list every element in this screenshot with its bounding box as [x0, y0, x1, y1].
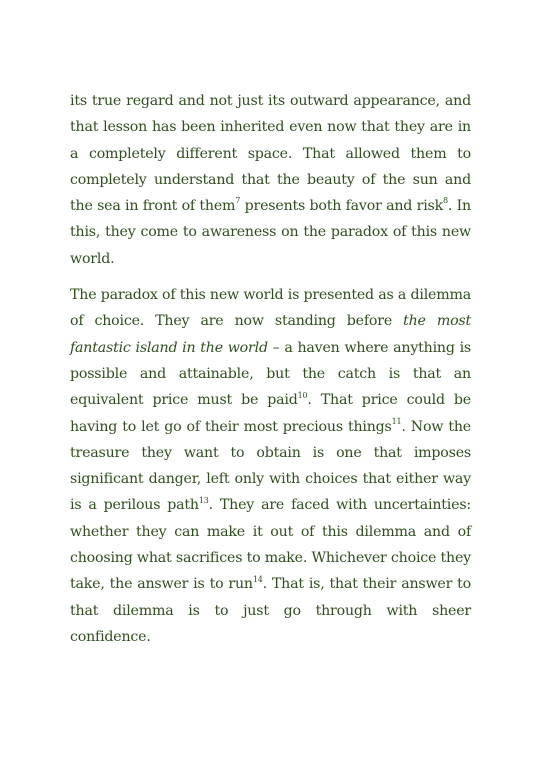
paragraph-1	[70, 88, 471, 272]
paragraph-2	[70, 282, 471, 650]
footnote-ref-13[interactable]: 13	[198, 495, 209, 505]
footnote-ref-11[interactable]: 11	[391, 416, 402, 426]
document-page	[70, 88, 471, 660]
text-run: – a haven where anything is possible and attainable, but the catch is that an equivalent price must be paid	[70, 339, 471, 409]
text-run: The paradox of this new world is presented as a dilemma of choice. They are now standing before	[70, 287, 471, 330]
text-run: . That price could be having to let go of their most precious things	[70, 392, 472, 435]
text-run: its true regard and not just its outward appearance, and that lesson has been inherited even now that they are in a completely different space. That allowed them to completely understand that the beauty of the sun and the sea in front of them	[70, 93, 471, 215]
footnote-ref-8[interactable]: 8	[443, 196, 448, 206]
text-run: presents both favor and risk	[240, 198, 444, 215]
footnote-ref-7[interactable]: 7	[235, 196, 241, 206]
footnote-ref-14[interactable]: 14	[252, 574, 263, 584]
footnote-ref-10[interactable]: 10	[297, 390, 308, 400]
text-run: . Now the treasure they want to obtain is one that imposes significant danger, left only with choices that either way is a perilous path	[70, 418, 471, 514]
text-run: . In this, they come to awareness on the paradox of this new world.	[70, 198, 471, 267]
text-run: . That is, that their answer to that dilemma is to just go through with sheer confidence.	[70, 576, 471, 645]
italic-phrase: the most fantastic island in the world	[70, 313, 472, 356]
text-run: . They are faced with uncertainties: whether they can make it out of this dilemma and of choosing what sacrifices to make. Whichever choice they take, the answer is to run	[70, 497, 471, 593]
